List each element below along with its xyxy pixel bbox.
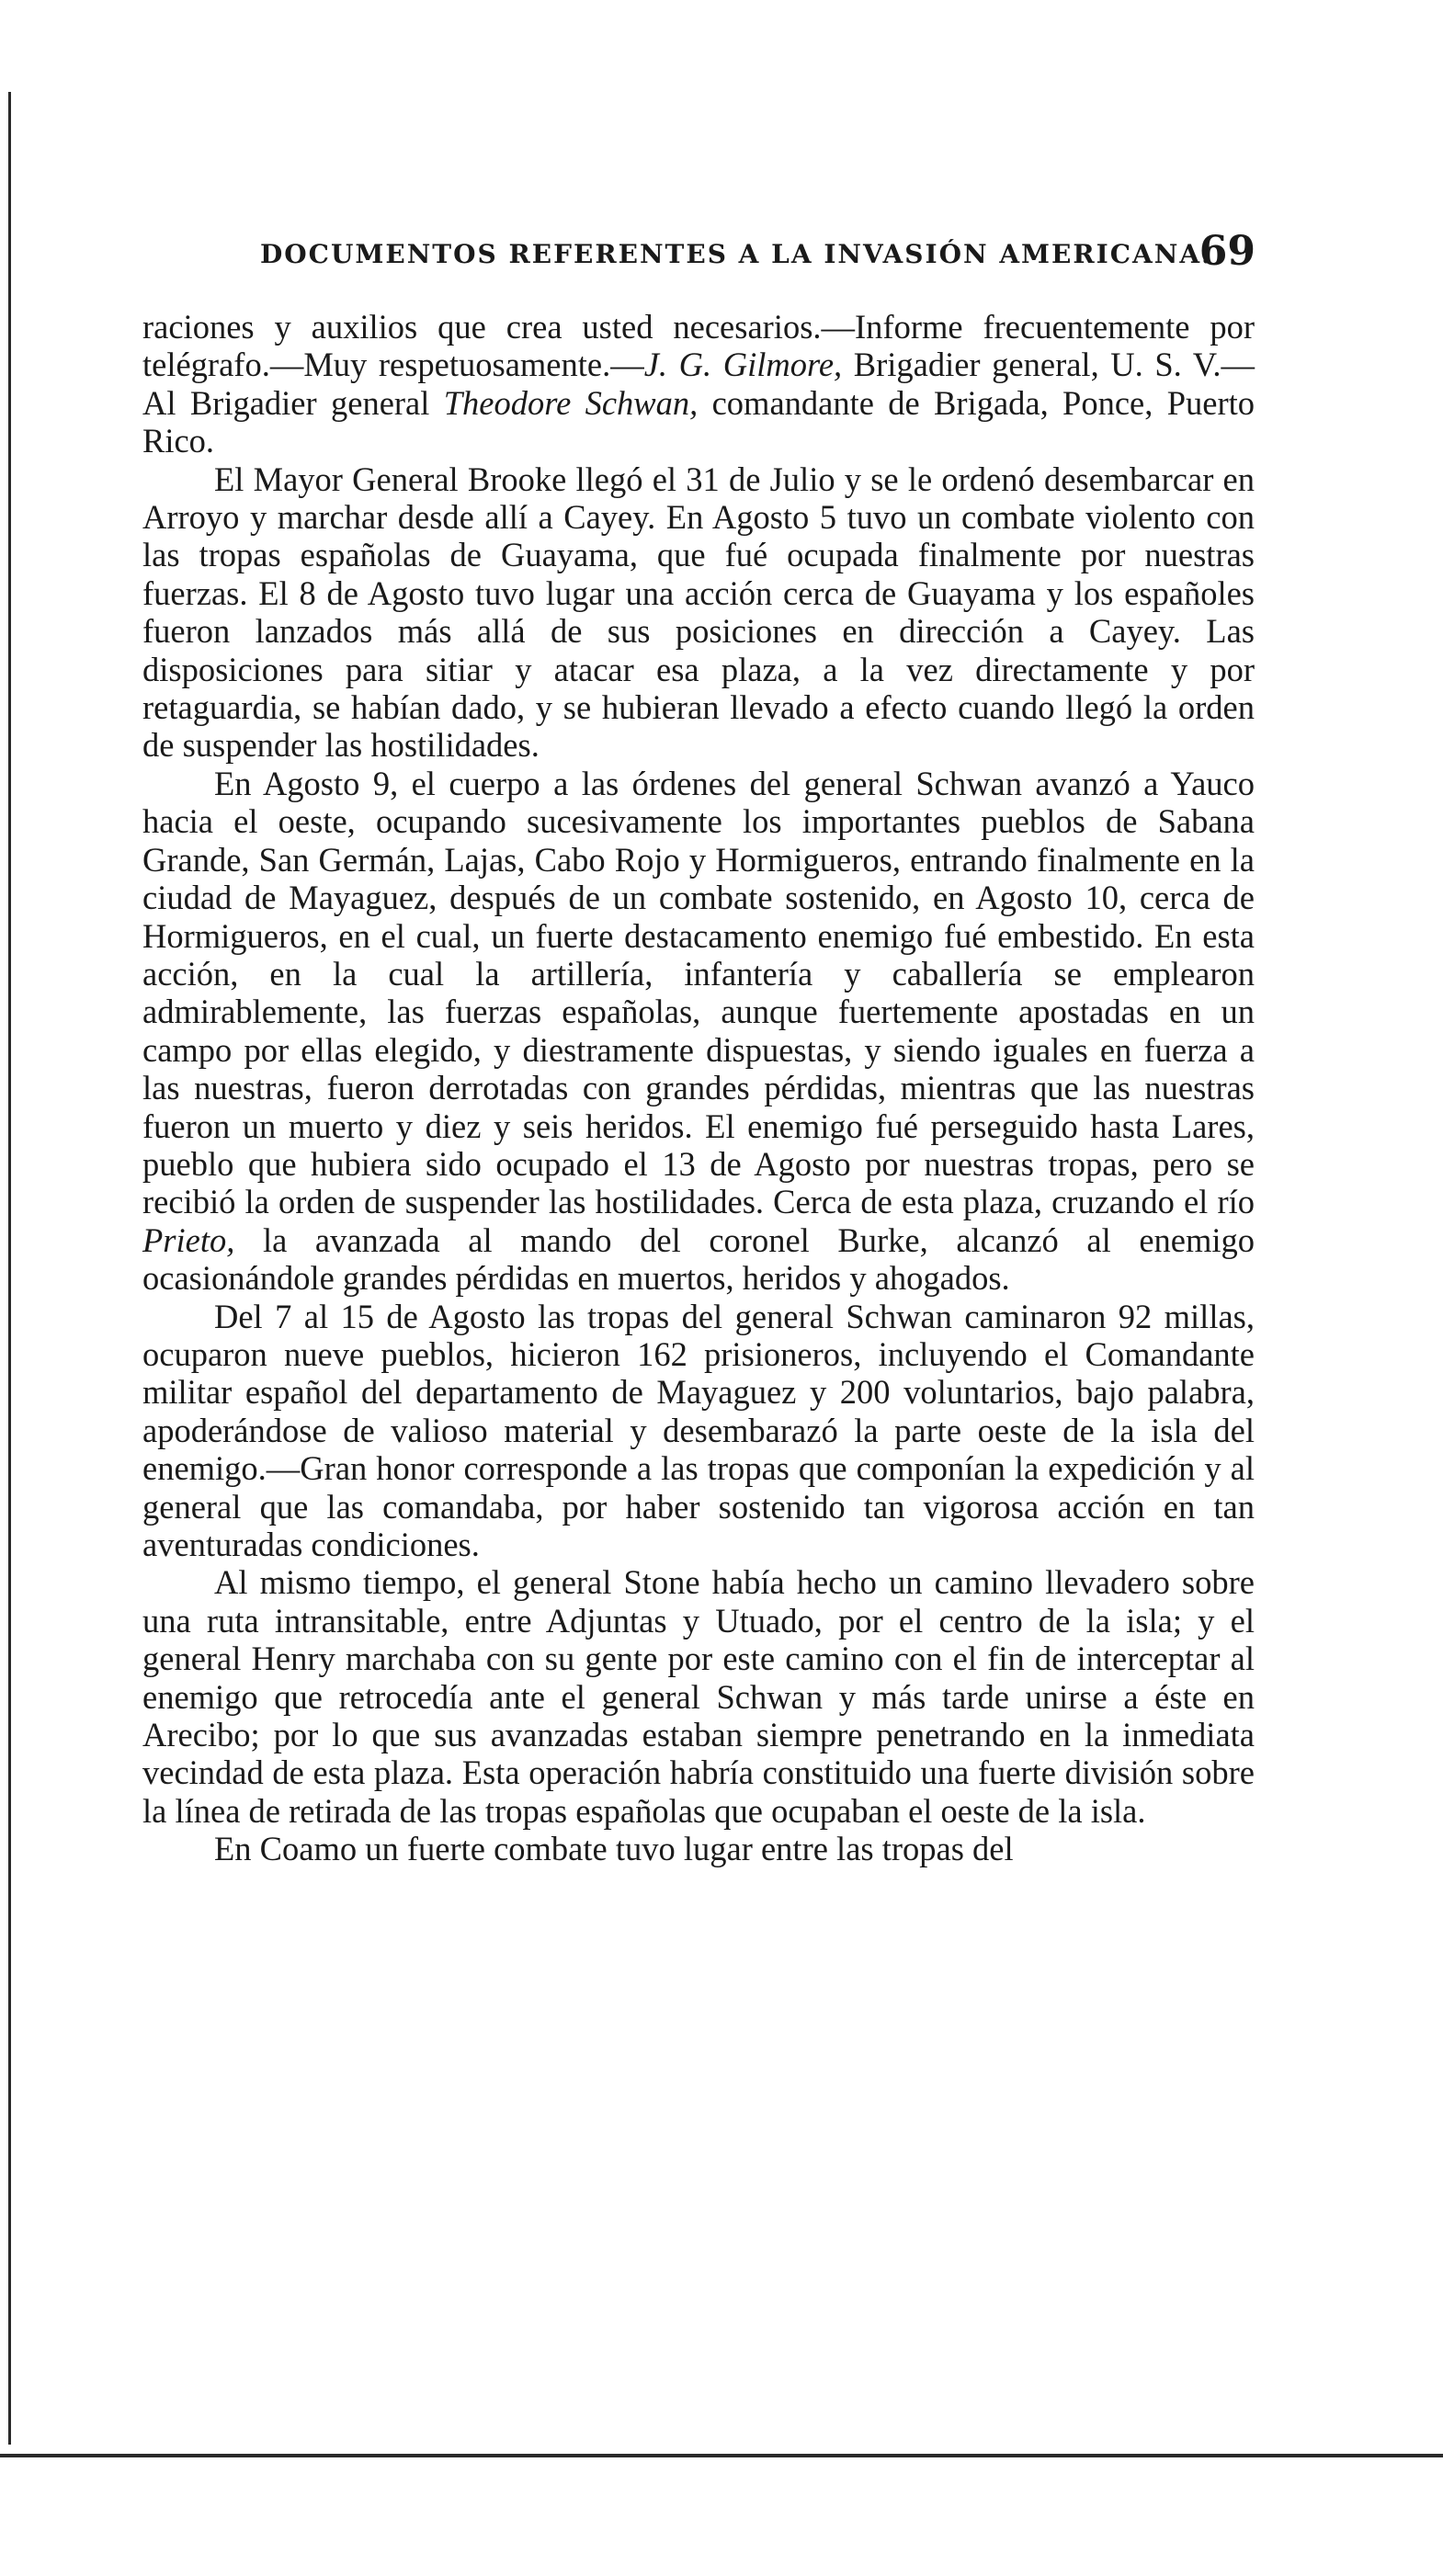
page-bottom-line [0,2454,1443,2457]
paragraph-1-text: raciones y auxilios que crea usted necesarios.—Informe frecuentemente por telégrafo.—Muy respetuosamente.— [142,308,1255,384]
addressee-schwan: Theodore Schwan, [443,383,699,422]
page-edge-line [8,92,11,2445]
signature-gilmore: J. G. Gilmore, [643,346,843,384]
paragraph-5: Al mismo tiempo, el general Stone había hecho un camino llevadero sobre una ruta intransitable, entre Adjuntas y Utuado, por el centro de la isla; y el general Henry marchaba con su gente por este camino con el fin de interceptar al enemigo que retrocedía ante el general Schwan y más tarde unirse a éste en Arecibo; por lo que sus avanzadas estaban siempre penetrando en la inmediata vecindad de esta plaza. Esta operación habría constituido una fuerte división sobre la línea de retirada de las tropas españolas que ocupaban el oeste de la isla. [142,1563,1255,1830]
paragraph-1-end: comandante de Brigada, Ponce, Puerto Rico. [142,383,1255,460]
paragraph-3-end: la avanzada al mando del coronel Burke, alcanzó al enemigo ocasionándole grandes pérdidas en muertos, heridos y ahogados. [142,1220,1255,1298]
paragraph-3 [142,765,1255,1298]
paragraph-3-text: En Agosto 9, el cuerpo a las órdenes del general Schwan avanzó a Yauco hacia el oeste, ocupando sucesivamente los importantes pueblos de Sabana Grande, San Germán, Lajas, Cabo Rojo y Hormigueros, entrando finalmente en la ciudad de Mayaguez, después de un combate sostenido, en Agosto 10, cerca de Hormigueros, en el cual, un fuerte destacamento enemigo fué embestido. En esta acción, en la cual la artillería, infantería y caballería se emplearon admirablemente, las fuerzas españolas, aunque fuertemente apostadas en un campo por ellas elegido, y diestramente dispuestas, y siendo iguales en fuerza a las nuestras, fueron derrotadas con grandes pérdidas, mientras que las nuestras fueron un muerto y diez y seis heridos. El enemigo fué perseguido hasta Lares, pueblo que hubiera sido ocupado el 13 de Agosto por nuestras tropas, pero se recibió la orden de suspender las hostilidades. Cerca de esta plaza, cruzando el río [142,764,1255,1221]
river-name-prieto: Prieto, [142,1220,235,1259]
running-title: DOCUMENTOS REFERENTES A LA INVASIÓN AMERICANA. [260,239,1212,269]
body-text [142,308,1255,1868]
paragraph-1 [142,308,1255,460]
paragraph-2: El Mayor General Brooke llegó el 31 de Julio y se le ordenó desembarcar en Arroyo y marchar desde allí a Cayey. En Agosto 5 tuvo un combate violento con las tropas españolas de Guayama, que fué ocupada finalmente por nuestras fuerzas. El 8 de Agosto tuvo lugar una acción cerca de Guayama y los españoles fueron lanzados más allá de sus posiciones en dirección a Cayey. Las disposiciones para sitiar y atacar esa plaza, a la vez directamente y por retaguardia, se habían dado, y se hubieran llevado a efecto cuando llegó la orden de suspender las hostilidades. [142,460,1255,765]
paragraph-6: En Coamo un fuerte combate tuvo lugar entre las tropas del [214,1830,1014,1868]
paragraph-4: Del 7 al 15 de Agosto las tropas del general Schwan caminaron 92 millas, ocuparon nueve pueblos, hicieron 162 prisioneros, incluyendo el Comandante militar español del departamento de Mayaguez y 200 voluntarios, bajo palabra, apoderándose de valioso material y desembarazó la parte oeste de la isla del enemigo.—Gran honor corresponde a las tropas que componían la expedición y al general que las comandaba, por haber sostenido tan vigorosa acción en tan aventuradas condiciones. [142,1297,1255,1563]
page-header [260,228,1256,283]
page-number: 69 [1199,228,1256,275]
paragraph-1-middle: Brigadier general, U. S. V.—Al Brigadier general [142,346,1255,422]
